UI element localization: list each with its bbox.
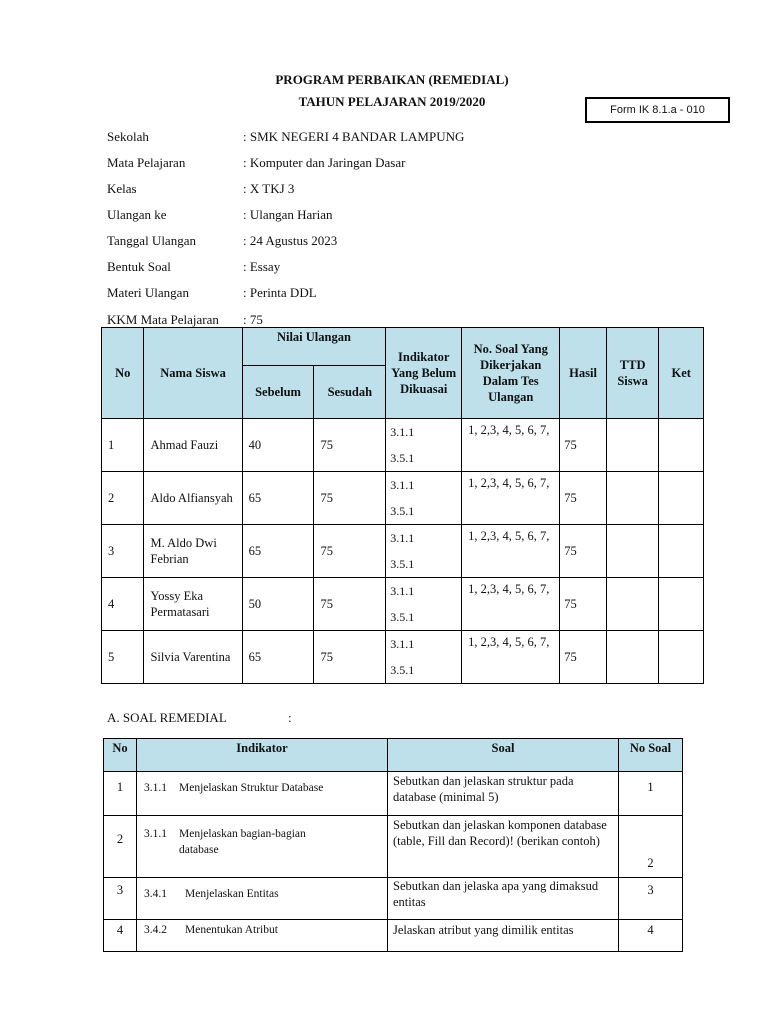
table-row xyxy=(104,772,683,816)
cell-no-soal xyxy=(462,419,560,472)
cell-ttd xyxy=(606,472,659,525)
table-row xyxy=(104,878,683,920)
cell-ttd xyxy=(606,631,659,684)
cell-indikator xyxy=(386,631,462,684)
header-no: No xyxy=(102,328,144,419)
header-nama-siswa: Nama Siswa xyxy=(144,328,242,419)
student-remedial-table xyxy=(101,327,704,684)
header-ttd-siswa: TTD Siswa xyxy=(606,328,659,419)
indikator-code: 3.1.1 xyxy=(390,425,415,439)
info-value: : 24 Agustus 2023 xyxy=(243,233,338,248)
cell-indikator xyxy=(386,472,462,525)
info-value: : Essay xyxy=(243,259,281,274)
indikator-code: 3.1.1 xyxy=(144,782,167,794)
remedial-questions-table xyxy=(103,738,683,952)
indikator-code: 3.5.1 xyxy=(390,610,415,624)
indikator-code: 3.1.1 xyxy=(390,637,415,651)
cell-soal: Sebutkan dan jelaskan struktur pada database (minimal 5) xyxy=(388,772,619,816)
header-no-soal: No. Soal Yang Dikerjakan Dalam Tes Ulangan xyxy=(462,328,560,419)
cell-no: 2 xyxy=(102,472,144,525)
cell-no: 3 xyxy=(102,525,144,578)
header-sesudah: Sesudah xyxy=(314,366,386,419)
indikator-code: 3.5.1 xyxy=(390,451,415,465)
info-label: Bentuk Soal xyxy=(107,259,171,274)
cell-nama: M. Aldo Dwi Febrian xyxy=(144,525,242,578)
info-label: Mata Pelajaran xyxy=(107,155,186,170)
cell-no: 2 xyxy=(104,816,137,878)
indikator-code: 3.4.1 xyxy=(144,888,167,900)
cell-no: 4 xyxy=(104,920,137,952)
info-label: Materi Ulangan xyxy=(107,285,189,300)
cell-ttd xyxy=(606,419,659,472)
cell-indikator xyxy=(386,419,462,472)
cell-sebelum: 65 xyxy=(242,525,314,578)
cell-ket xyxy=(659,472,704,525)
cell-no-soal xyxy=(462,578,560,631)
header-sebelum: Sebelum xyxy=(242,366,314,419)
cell-no-soal: 4 xyxy=(619,920,683,952)
info-value: : SMK NEGERI 4 BANDAR LAMPUNG xyxy=(243,129,465,144)
cell-sebelum: 65 xyxy=(242,631,314,684)
cell-nama: Aldo Alfiansyah xyxy=(144,472,242,525)
table-row xyxy=(102,578,704,631)
table-row xyxy=(102,419,704,472)
document-title: PROGRAM PERBAIKAN (REMEDIAL) xyxy=(275,72,509,87)
cell-ttd xyxy=(606,525,659,578)
cell-no: 3 xyxy=(104,878,137,920)
cell-sebelum: 40 xyxy=(242,419,314,472)
cell-nama: Yossy Eka Permatasari xyxy=(144,578,242,631)
cell-nama: Ahmad Fauzi xyxy=(144,419,242,472)
cell-sesudah: 75 xyxy=(314,525,386,578)
indikator-code: 3.1.1 xyxy=(390,478,415,492)
header-no: No xyxy=(104,739,137,772)
cell-no-soal: 1 xyxy=(619,772,683,816)
form-code-box: Form IK 8.1.a - 010 xyxy=(585,97,730,123)
no-soal-text: 1, 2,3, 4, 5, 6, 7, xyxy=(468,529,550,543)
header-no-soal: No Soal xyxy=(619,739,683,772)
header-hasil: Hasil xyxy=(560,328,607,419)
cell-ttd xyxy=(606,578,659,631)
info-value: : Komputer dan Jaringan Dasar xyxy=(243,155,406,170)
info-label: Tanggal Ulangan xyxy=(107,233,196,248)
header-indikator: Indikator Yang Belum Dikuasai xyxy=(386,328,462,419)
cell-hasil: 75 xyxy=(560,578,607,631)
info-label: KKM Mata Pelajaran xyxy=(107,312,219,327)
cell-soal: Sebutkan dan jelaskan komponen database (table, Fill dan Record)! (berikan contoh) xyxy=(388,816,619,878)
no-soal-text: 1, 2,3, 4, 5, 6, 7, xyxy=(468,635,550,649)
cell-soal: Sebutkan dan jelaska apa yang dimaksud entitas xyxy=(388,878,619,920)
cell-nama: Silvia Varentina xyxy=(144,631,242,684)
table-row xyxy=(104,920,683,952)
section-a-heading xyxy=(107,710,292,726)
cell-hasil: 75 xyxy=(560,525,607,578)
cell-soal: Jelaskan atribut yang dimilik entitas xyxy=(388,920,619,952)
header-soal: Soal xyxy=(388,739,619,772)
cell-indikator xyxy=(386,525,462,578)
indikator-text: Menentukan Atribut xyxy=(185,924,278,936)
indikator-code: 3.1.1 xyxy=(390,584,415,598)
cell-indikator xyxy=(137,816,388,878)
indikator-code: 3.1.1 xyxy=(144,828,167,840)
cell-indikator xyxy=(137,920,388,952)
cell-ket xyxy=(659,631,704,684)
info-value: : 75 xyxy=(243,312,263,327)
cell-no-soal xyxy=(462,525,560,578)
indikator-code: 3.5.1 xyxy=(390,557,415,571)
cell-sesudah: 75 xyxy=(314,578,386,631)
cell-hasil: 75 xyxy=(560,472,607,525)
cell-indikator xyxy=(137,772,388,816)
cell-indikator xyxy=(137,878,388,920)
table-row xyxy=(104,816,683,878)
cell-sesudah: 75 xyxy=(314,631,386,684)
cell-ket xyxy=(659,419,704,472)
document-subtitle: TAHUN PELAJARAN 2019/2020 xyxy=(298,94,486,109)
cell-sesudah: 75 xyxy=(314,419,386,472)
indikator-code: 3.4.2 xyxy=(144,924,167,936)
table-row xyxy=(102,472,704,525)
cell-ket xyxy=(659,578,704,631)
indikator-code: 3.5.1 xyxy=(390,504,415,518)
cell-sesudah: 75 xyxy=(314,472,386,525)
cell-ket xyxy=(659,525,704,578)
header-ket: Ket xyxy=(659,328,704,419)
cell-hasil: 75 xyxy=(560,631,607,684)
info-label: Sekolah xyxy=(107,129,149,144)
cell-no-soal: 3 xyxy=(619,878,683,920)
info-value: : Ulangan Harian xyxy=(243,207,333,222)
no-soal-text: 1, 2,3, 4, 5, 6, 7, xyxy=(468,476,550,490)
no-soal-text: 1, 2,3, 4, 5, 6, 7, xyxy=(468,423,550,437)
indikator-text: Menjelaskan Struktur Database xyxy=(179,782,324,794)
indikator-text: Menjelaskan Entitas xyxy=(185,888,279,900)
no-soal-text: 1, 2,3, 4, 5, 6, 7, xyxy=(468,582,550,596)
section-a-label: A. SOAL REMEDIAL xyxy=(107,710,227,725)
info-label: Ulangan ke xyxy=(107,207,167,222)
cell-no-soal xyxy=(462,631,560,684)
table-row xyxy=(102,525,704,578)
header-nilai-ulangan: Nilai Ulangan xyxy=(242,328,386,366)
indikator-text: Menjelaskan bagian-bagian database xyxy=(179,828,306,856)
cell-no-soal xyxy=(462,472,560,525)
cell-no-soal: 2 xyxy=(619,816,683,878)
section-a-colon: : xyxy=(288,710,292,725)
indikator-code: 3.1.1 xyxy=(390,531,415,545)
info-value: : X TKJ 3 xyxy=(243,181,295,196)
info-label: Kelas xyxy=(107,181,137,196)
cell-no: 4 xyxy=(102,578,144,631)
header-indikator: Indikator xyxy=(137,739,388,772)
cell-indikator xyxy=(386,578,462,631)
indikator-code: 3.5.1 xyxy=(390,663,415,677)
cell-no: 1 xyxy=(102,419,144,472)
info-value: : Perinta DDL xyxy=(243,285,317,300)
cell-no: 1 xyxy=(104,772,137,816)
cell-no: 5 xyxy=(102,631,144,684)
cell-sebelum: 50 xyxy=(242,578,314,631)
cell-sebelum: 65 xyxy=(242,472,314,525)
cell-hasil: 75 xyxy=(560,419,607,472)
table-row xyxy=(102,631,704,684)
